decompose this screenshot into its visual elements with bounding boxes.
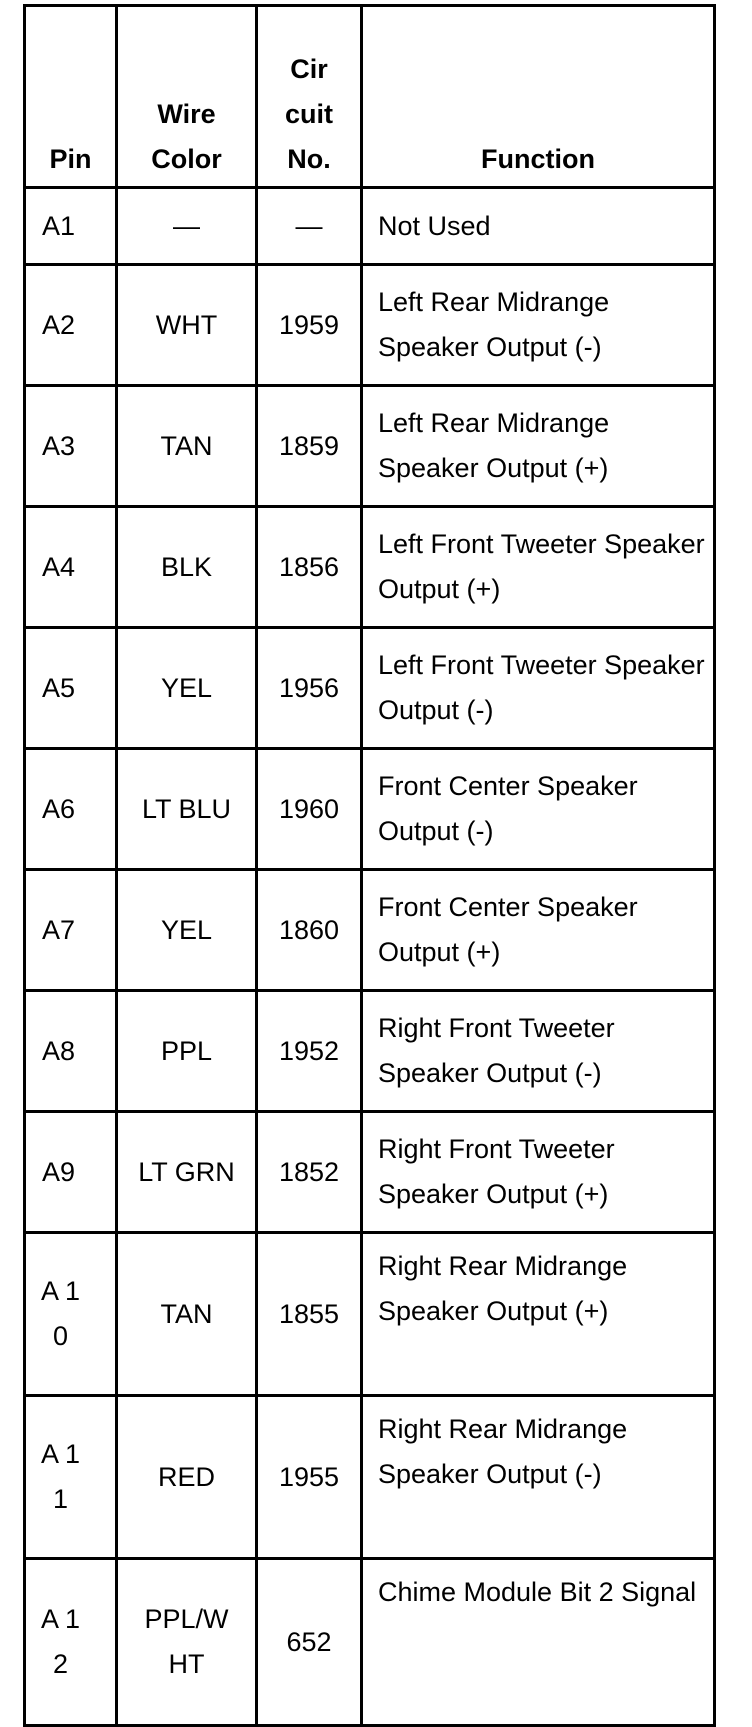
table-row (25, 265, 715, 386)
table-row (25, 1233, 715, 1396)
table-row (25, 188, 715, 265)
pin-cell: A5 (25, 628, 117, 749)
pin-column-header: Pin (25, 6, 117, 188)
table-row (25, 991, 715, 1112)
pin-cell: A7 (25, 870, 117, 991)
function-cell: Right Front Tweeter Speaker Output (+) (362, 1112, 715, 1233)
function-column-header: Function (362, 6, 715, 188)
function-cell: Left Rear Midrange Speaker Output (+) (362, 386, 715, 507)
circuit-number-cell: 1855 (257, 1233, 362, 1396)
function-cell: Left Front Tweeter Speaker Output (+) (362, 507, 715, 628)
function-cell: Front Center Speaker Output (-) (362, 749, 715, 870)
table-row (25, 1112, 715, 1233)
circuit-number-cell: — (257, 188, 362, 265)
circuit-number-cell: 1955 (257, 1396, 362, 1559)
circuit-number-cell: 1860 (257, 870, 362, 991)
table-row (25, 1396, 715, 1559)
pin-cell: A3 (25, 386, 117, 507)
pin-cell: A 10 (25, 1233, 117, 1396)
table-row (25, 749, 715, 870)
function-cell: Right Rear Midrange Speaker Output (-) (362, 1396, 715, 1559)
circuit-number-cell: 1859 (257, 386, 362, 507)
pin-cell: A 12 (25, 1559, 117, 1726)
pin-cell: A4 (25, 507, 117, 628)
wire-color-cell: YEL (117, 870, 257, 991)
table-header-row (25, 6, 715, 188)
wire-color-cell: TAN (117, 386, 257, 507)
function-cell: Chime Module Bit 2 Signal (362, 1559, 715, 1726)
wire-color-cell: YEL (117, 628, 257, 749)
table-row (25, 628, 715, 749)
wire-color-column-header: Wire Color (117, 6, 257, 188)
function-cell: Left Front Tweeter Speaker Output (-) (362, 628, 715, 749)
function-cell: Front Center Speaker Output (+) (362, 870, 715, 991)
table-row (25, 386, 715, 507)
circuit-number-cell: 1952 (257, 991, 362, 1112)
function-cell: Left Rear Midrange Speaker Output (-) (362, 265, 715, 386)
wire-color-cell: PPL/W HT (117, 1559, 257, 1726)
circuit-number-cell: 1960 (257, 749, 362, 870)
circuit-number-cell: 1856 (257, 507, 362, 628)
function-cell: Right Rear Midrange Speaker Output (+) (362, 1233, 715, 1396)
circuit-number-cell: 1956 (257, 628, 362, 749)
table-row (25, 1559, 715, 1726)
function-cell: Right Front Tweeter Speaker Output (-) (362, 991, 715, 1112)
circuit-number-cell: 1959 (257, 265, 362, 386)
circuit-number-column-header: Cir cuit No. (257, 6, 362, 188)
table-row (25, 507, 715, 628)
wire-color-cell: PPL (117, 991, 257, 1112)
pin-cell: A 11 (25, 1396, 117, 1559)
wire-color-cell: LT GRN (117, 1112, 257, 1233)
table-row (25, 870, 715, 991)
function-cell: Not Used (362, 188, 715, 265)
pin-cell: A2 (25, 265, 117, 386)
wire-color-cell: BLK (117, 507, 257, 628)
pin-cell: A9 (25, 1112, 117, 1233)
wire-color-cell: LT BLU (117, 749, 257, 870)
pin-cell: A6 (25, 749, 117, 870)
wire-color-cell: TAN (117, 1233, 257, 1396)
wire-color-cell: — (117, 188, 257, 265)
wire-color-cell: WHT (117, 265, 257, 386)
connector-pinout-table (23, 4, 716, 1727)
circuit-number-cell: 1852 (257, 1112, 362, 1233)
pin-cell: A8 (25, 991, 117, 1112)
pin-cell: A1 (25, 188, 117, 265)
wire-color-cell: RED (117, 1396, 257, 1559)
circuit-number-cell: 652 (257, 1559, 362, 1726)
